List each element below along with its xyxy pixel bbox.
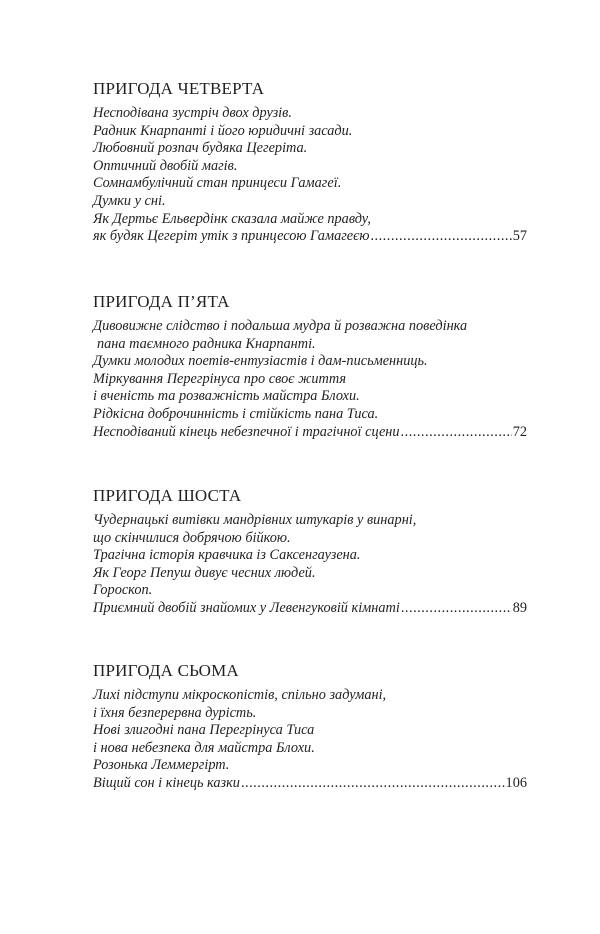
section-heading: ПРИГОДА П’ЯТА bbox=[93, 292, 230, 311]
page-number: 57 bbox=[512, 228, 527, 245]
toc-section-4 bbox=[93, 79, 527, 246]
toc-line: Оптичний двобій магів. bbox=[93, 157, 238, 174]
section-heading: ПРИГОДА СЬОМА bbox=[93, 661, 239, 680]
toc-line: і їхня безперервна дурість. bbox=[93, 704, 257, 721]
toc-line: Розонька Леммергірт. bbox=[93, 757, 230, 774]
section-heading: ПРИГОДА ШОСТА bbox=[93, 486, 242, 505]
toc-line: Чудернацькі витівки мандрівних штукарів у винарні, bbox=[93, 512, 417, 528]
dot-leader bbox=[370, 228, 511, 246]
toc-line: і нова небезпека для майстра Блохи. bbox=[93, 739, 315, 756]
toc-line: Лихі підступи мікроскопістів, спільно задумані, bbox=[93, 687, 387, 703]
toc-section-7 bbox=[93, 661, 527, 793]
section-heading: ПРИГОДА ЧЕТВЕРТА bbox=[93, 79, 265, 98]
dot-leader bbox=[401, 600, 512, 618]
toc-line: Міркування Перегрінуса про своє життя bbox=[93, 370, 346, 387]
toc-line: і вченість та розважність майстра Блохи. bbox=[93, 388, 360, 405]
toc-section-5 bbox=[93, 292, 527, 441]
toc-line: Трагічна історія кравчика із Саксенгаузена. bbox=[93, 547, 361, 564]
toc-line: Дивовижне слідство і подальша мудра й розважна поведінка bbox=[93, 318, 468, 334]
page-number: 89 bbox=[512, 599, 527, 616]
toc-line: Як Дертьє Ельвердінк сказала майже правду, bbox=[93, 210, 372, 227]
toc-entry-with-page[interactable] bbox=[93, 228, 527, 246]
toc-line: Несподівана зустріч двох друзів. bbox=[93, 105, 292, 121]
toc-line: як будяк Цегеріт утік з принцесою Гамагеєю bbox=[93, 228, 370, 245]
toc-line: Думки молодих поетів-ентузіастів і дам-письменниць. bbox=[93, 353, 428, 370]
toc-line: Рідкісна доброчинність і стійкість пана Тиса. bbox=[93, 405, 379, 422]
toc-line: пана таємного радника Кнарпанті. bbox=[97, 335, 316, 352]
toc-line: Несподіваний кінець небезпечної і трагічної сцени bbox=[93, 423, 400, 440]
toc-entry-with-page[interactable] bbox=[93, 424, 527, 442]
toc-line: Віщий сон і кінець казки bbox=[93, 774, 240, 791]
toc-line: Любовний розпач будяка Цегеріта. bbox=[93, 140, 308, 157]
toc-line: Приємний двобій знайомих у Левенгуковій кімнаті bbox=[93, 599, 400, 616]
toc-line: Нові злигодні пана Перегрінуса Тиса bbox=[93, 722, 315, 739]
page-number: 72 bbox=[512, 423, 527, 440]
toc-line: Як Георг Пепуш дивує чесних людей. bbox=[93, 564, 316, 581]
toc-entry-with-page[interactable] bbox=[93, 600, 527, 618]
toc-line: Сомнамбулічний стан принцеси Гамагеї. bbox=[93, 175, 342, 192]
toc-line: Радник Кнарпанті і його юридичні засади. bbox=[93, 122, 353, 139]
dot-leader bbox=[401, 424, 512, 442]
toc-line: Думки у сні. bbox=[93, 192, 166, 209]
toc-entry-with-page[interactable] bbox=[93, 775, 527, 793]
toc-line: Гороскоп. bbox=[93, 582, 153, 599]
toc-section-6 bbox=[93, 486, 527, 618]
toc-line: що скінчилися добрячою бійкою. bbox=[93, 529, 291, 546]
page-number: 106 bbox=[505, 774, 527, 791]
dot-leader bbox=[241, 775, 505, 793]
